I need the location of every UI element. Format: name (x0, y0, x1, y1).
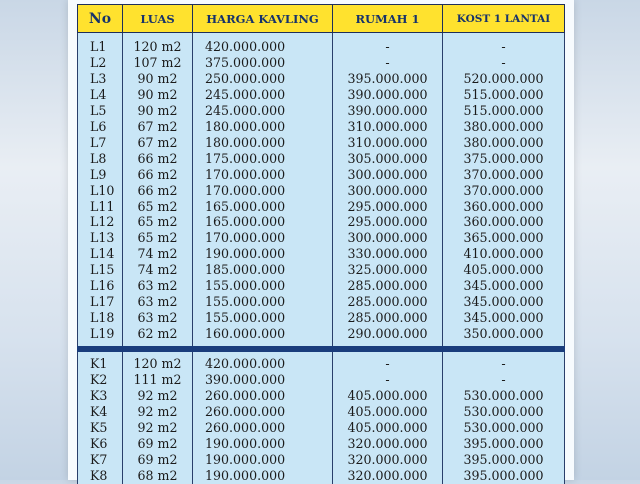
kost-price: 530.000.000 (443, 404, 565, 420)
table-row (78, 326, 565, 342)
lot-number: K3 (78, 388, 123, 404)
lot-price: 155.000.000 (193, 294, 333, 310)
house-price: 325.000.000 (333, 262, 443, 278)
kost-price: 360.000.000 (443, 199, 565, 215)
table-row (78, 356, 565, 372)
lot-area: 65 m2 (123, 214, 193, 230)
lot-price: 180.000.000 (193, 135, 333, 151)
table-row (78, 294, 565, 310)
kost-price: - (443, 356, 565, 372)
kost-price: 370.000.000 (443, 167, 565, 183)
kost-price: 530.000.000 (443, 388, 565, 404)
table-row (78, 262, 565, 278)
lot-price: 190.000.000 (193, 246, 333, 262)
lot-area: 62 m2 (123, 326, 193, 342)
lot-area: 63 m2 (123, 294, 193, 310)
header-luas: LUAS (123, 5, 193, 33)
lot-price: 375.000.000 (193, 55, 333, 71)
kost-price: - (443, 39, 565, 55)
kost-price: 365.000.000 (443, 230, 565, 246)
lot-area: 90 m2 (123, 103, 193, 119)
lot-number: L1 (78, 39, 123, 55)
kost-price: 515.000.000 (443, 103, 565, 119)
lot-number: L3 (78, 71, 123, 87)
lot-area: 90 m2 (123, 87, 193, 103)
lot-price: 245.000.000 (193, 87, 333, 103)
house-price: 405.000.000 (333, 388, 443, 404)
lot-area: 74 m2 (123, 262, 193, 278)
table-row (78, 230, 565, 246)
lot-area: 69 m2 (123, 452, 193, 468)
lot-number: L2 (78, 55, 123, 71)
kost-price: 405.000.000 (443, 262, 565, 278)
lot-price: 175.000.000 (193, 151, 333, 167)
lot-area: 67 m2 (123, 119, 193, 135)
lot-area: 120 m2 (123, 39, 193, 55)
lot-area: 120 m2 (123, 356, 193, 372)
kost-price: 530.000.000 (443, 420, 565, 436)
lot-price: 190.000.000 (193, 452, 333, 468)
house-price: 320.000.000 (333, 452, 443, 468)
table-row (78, 167, 565, 183)
header-rumah-1: RUMAH 1 (333, 5, 443, 33)
table-row (78, 214, 565, 230)
lot-price: 170.000.000 (193, 167, 333, 183)
lot-price: 170.000.000 (193, 230, 333, 246)
table-row (78, 404, 565, 420)
house-price: 300.000.000 (333, 167, 443, 183)
lot-number: L5 (78, 103, 123, 119)
table-row (78, 452, 565, 468)
table-row (78, 103, 565, 119)
header-harga-kavling: HARGA KAVLING (193, 5, 333, 33)
house-price: - (333, 356, 443, 372)
lot-number: L19 (78, 326, 123, 342)
kost-price: - (443, 372, 565, 388)
lot-price: 390.000.000 (193, 372, 333, 388)
house-price: 390.000.000 (333, 103, 443, 119)
lot-area: 65 m2 (123, 230, 193, 246)
lot-price: 420.000.000 (193, 39, 333, 55)
lot-number: K5 (78, 420, 123, 436)
house-price: 290.000.000 (333, 326, 443, 342)
lot-number: K8 (78, 468, 123, 484)
table-row (78, 388, 565, 404)
house-price: 310.000.000 (333, 119, 443, 135)
house-price: 310.000.000 (333, 135, 443, 151)
lot-number: L11 (78, 199, 123, 215)
lot-area: 69 m2 (123, 436, 193, 452)
kost-price: 345.000.000 (443, 278, 565, 294)
lot-area: 107 m2 (123, 55, 193, 71)
lot-number: K4 (78, 404, 123, 420)
lot-number: L8 (78, 151, 123, 167)
price-table (77, 4, 565, 484)
kost-price: - (443, 55, 565, 71)
table-row (78, 372, 565, 388)
lot-area: 66 m2 (123, 167, 193, 183)
house-price: 330.000.000 (333, 246, 443, 262)
lot-price: 160.000.000 (193, 326, 333, 342)
house-price: 300.000.000 (333, 230, 443, 246)
kost-price: 395.000.000 (443, 468, 565, 484)
lot-number: L7 (78, 135, 123, 151)
lot-number: L14 (78, 246, 123, 262)
lot-area: 111 m2 (123, 372, 193, 388)
lot-number: L4 (78, 87, 123, 103)
house-price: 295.000.000 (333, 214, 443, 230)
lot-number: K7 (78, 452, 123, 468)
lot-price: 170.000.000 (193, 183, 333, 199)
lot-price: 165.000.000 (193, 199, 333, 215)
lot-price: 190.000.000 (193, 436, 333, 452)
kost-price: 395.000.000 (443, 452, 565, 468)
table-row (78, 135, 565, 151)
lot-price: 245.000.000 (193, 103, 333, 119)
lot-number: L12 (78, 214, 123, 230)
table-row (78, 420, 565, 436)
lot-price: 180.000.000 (193, 119, 333, 135)
kost-price: 515.000.000 (443, 87, 565, 103)
house-price: - (333, 372, 443, 388)
lot-price: 190.000.000 (193, 468, 333, 484)
lot-number: K6 (78, 436, 123, 452)
kost-price: 360.000.000 (443, 214, 565, 230)
lot-area: 63 m2 (123, 310, 193, 326)
kost-price: 380.000.000 (443, 135, 565, 151)
table-row (78, 436, 565, 452)
lot-number: L9 (78, 167, 123, 183)
kost-price: 370.000.000 (443, 183, 565, 199)
table-row (78, 246, 565, 262)
lot-number: L17 (78, 294, 123, 310)
house-price: 285.000.000 (333, 310, 443, 326)
house-price: 285.000.000 (333, 294, 443, 310)
lot-price: 420.000.000 (193, 356, 333, 372)
table-row (78, 310, 565, 326)
lot-price: 250.000.000 (193, 71, 333, 87)
kost-price: 350.000.000 (443, 326, 565, 342)
lot-area: 66 m2 (123, 151, 193, 167)
table-row (78, 199, 565, 215)
lot-area: 90 m2 (123, 71, 193, 87)
lot-area: 65 m2 (123, 199, 193, 215)
lot-number: L10 (78, 183, 123, 199)
lot-price: 165.000.000 (193, 214, 333, 230)
header-kost-1-lantai: KOST 1 LANTAI (443, 5, 565, 33)
lot-area: 63 m2 (123, 278, 193, 294)
kost-price: 395.000.000 (443, 436, 565, 452)
house-price: 395.000.000 (333, 71, 443, 87)
table-row (78, 87, 565, 103)
header-no: No (78, 5, 123, 33)
table-row (78, 468, 565, 484)
kost-price: 345.000.000 (443, 294, 565, 310)
lot-area: 74 m2 (123, 246, 193, 262)
kost-price: 380.000.000 (443, 119, 565, 135)
lot-area: 67 m2 (123, 135, 193, 151)
house-price: - (333, 55, 443, 71)
table-row (78, 39, 565, 55)
kost-price: 520.000.000 (443, 71, 565, 87)
lot-price: 155.000.000 (193, 278, 333, 294)
lot-area: 92 m2 (123, 388, 193, 404)
lot-price: 155.000.000 (193, 310, 333, 326)
house-price: 285.000.000 (333, 278, 443, 294)
lot-price: 260.000.000 (193, 404, 333, 420)
house-price: 300.000.000 (333, 183, 443, 199)
lot-number: K1 (78, 356, 123, 372)
lot-number: L15 (78, 262, 123, 278)
house-price: - (333, 39, 443, 55)
table-row (78, 278, 565, 294)
lot-area: 66 m2 (123, 183, 193, 199)
table-row (78, 71, 565, 87)
table-row (78, 183, 565, 199)
lot-price: 260.000.000 (193, 388, 333, 404)
lot-price: 185.000.000 (193, 262, 333, 278)
lot-number: K2 (78, 372, 123, 388)
table-row (78, 55, 565, 71)
house-price: 320.000.000 (333, 468, 443, 484)
lot-area: 92 m2 (123, 420, 193, 436)
table-row (78, 151, 565, 167)
house-price: 405.000.000 (333, 404, 443, 420)
kost-price: 345.000.000 (443, 310, 565, 326)
kost-price: 375.000.000 (443, 151, 565, 167)
house-price: 390.000.000 (333, 87, 443, 103)
lot-area: 68 m2 (123, 468, 193, 484)
table-header-row (78, 5, 565, 33)
lot-number: L6 (78, 119, 123, 135)
house-price: 295.000.000 (333, 199, 443, 215)
lot-number: L16 (78, 278, 123, 294)
lot-price: 260.000.000 (193, 420, 333, 436)
lot-number: L13 (78, 230, 123, 246)
lot-area: 92 m2 (123, 404, 193, 420)
house-price: 305.000.000 (333, 151, 443, 167)
house-price: 405.000.000 (333, 420, 443, 436)
table-row (78, 119, 565, 135)
house-price: 320.000.000 (333, 436, 443, 452)
kost-price: 410.000.000 (443, 246, 565, 262)
lot-number: L18 (78, 310, 123, 326)
